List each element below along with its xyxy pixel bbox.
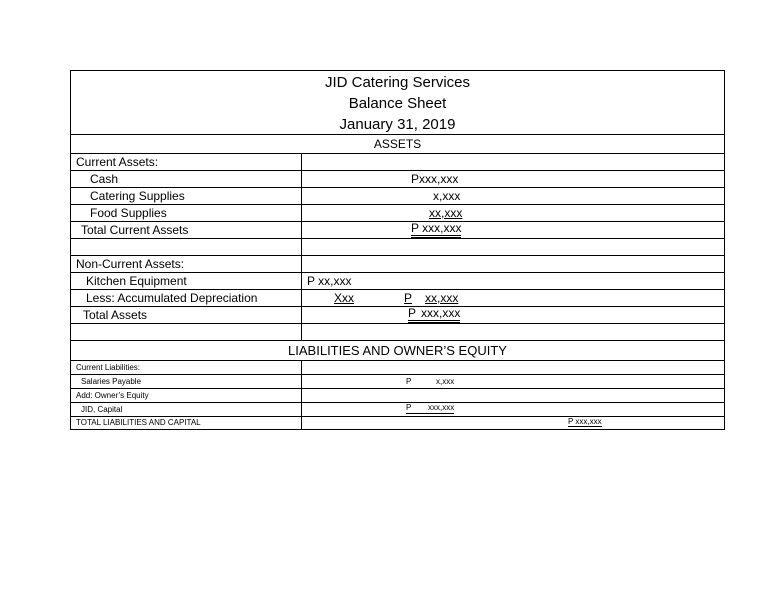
salaries-payable-value: x,xxx bbox=[436, 377, 455, 386]
cash-value: Pxxx,xxx bbox=[411, 172, 459, 186]
catering-supplies-value: x,xxx bbox=[433, 189, 461, 203]
title-block bbox=[71, 71, 724, 135]
noncurrent-assets-label: Non-Current Assets: bbox=[71, 256, 302, 272]
capital-label: JID, Capital bbox=[71, 403, 302, 416]
table-row bbox=[71, 188, 724, 205]
catering-supplies-label: Catering Supplies bbox=[71, 188, 302, 204]
table-row bbox=[71, 154, 724, 171]
table-row bbox=[71, 290, 724, 307]
total-assets-symbol: P bbox=[408, 307, 424, 323]
current-assets-label: Current Assets: bbox=[71, 154, 302, 170]
table-row bbox=[71, 417, 724, 429]
table-row bbox=[71, 389, 724, 403]
table-row bbox=[71, 273, 724, 290]
table-row bbox=[71, 239, 724, 256]
statement-date: January 31, 2019 bbox=[339, 116, 456, 133]
cash-label: Cash bbox=[71, 171, 302, 187]
table-row bbox=[71, 222, 724, 239]
kitchen-equipment-label: Kitchen Equipment bbox=[71, 273, 302, 289]
total-assets-value: xxx,xxx bbox=[421, 307, 460, 323]
company-name: JID Catering Services bbox=[324, 74, 471, 91]
current-liabilities-label: Current Liabilities: bbox=[71, 361, 302, 374]
owners-equity-label: Add: Owner’s Equity bbox=[71, 389, 302, 402]
net-equipment-symbol: P bbox=[404, 291, 413, 305]
salaries-payable-symbol: P bbox=[406, 377, 412, 386]
capital-symbol: P bbox=[406, 403, 427, 414]
salaries-payable-label: Salaries Payable bbox=[71, 375, 302, 388]
table-row bbox=[71, 375, 724, 389]
balance-sheet-table bbox=[70, 70, 725, 430]
total-liabilities-capital-label: TOTAL LIABILITIES AND CAPITAL bbox=[71, 417, 302, 429]
food-supplies-label: Food Supplies bbox=[71, 205, 302, 221]
accumulated-depreciation-value: Xxx bbox=[334, 291, 355, 305]
total-current-assets-value: P xxx,xxx bbox=[411, 222, 461, 238]
table-row bbox=[71, 256, 724, 273]
kitchen-equipment-value: P xx,xxx bbox=[307, 274, 352, 288]
table-row bbox=[71, 171, 724, 188]
capital-value: xxx,xxx bbox=[428, 403, 455, 412]
table-row bbox=[71, 361, 724, 375]
table-row bbox=[71, 403, 724, 417]
accumulated-depreciation-label: Less: Accumulated Depreciation bbox=[71, 290, 302, 306]
net-equipment-value: xx,xxx bbox=[425, 291, 459, 305]
assets-header: ASSETS bbox=[71, 135, 724, 154]
total-assets-label: Total Assets bbox=[71, 307, 302, 323]
table-row bbox=[71, 205, 724, 222]
food-supplies-value: xx,xxx bbox=[429, 206, 463, 220]
statement-name: Balance Sheet bbox=[348, 95, 447, 112]
table-row bbox=[71, 324, 724, 341]
liabilities-header: LIABILITIES AND OWNER’S EQUITY bbox=[71, 341, 724, 361]
total-current-assets-label: Total Current Assets bbox=[71, 222, 302, 238]
table-row bbox=[71, 307, 724, 324]
total-liabilities-capital-value: P xxx,xxx bbox=[568, 417, 602, 426]
